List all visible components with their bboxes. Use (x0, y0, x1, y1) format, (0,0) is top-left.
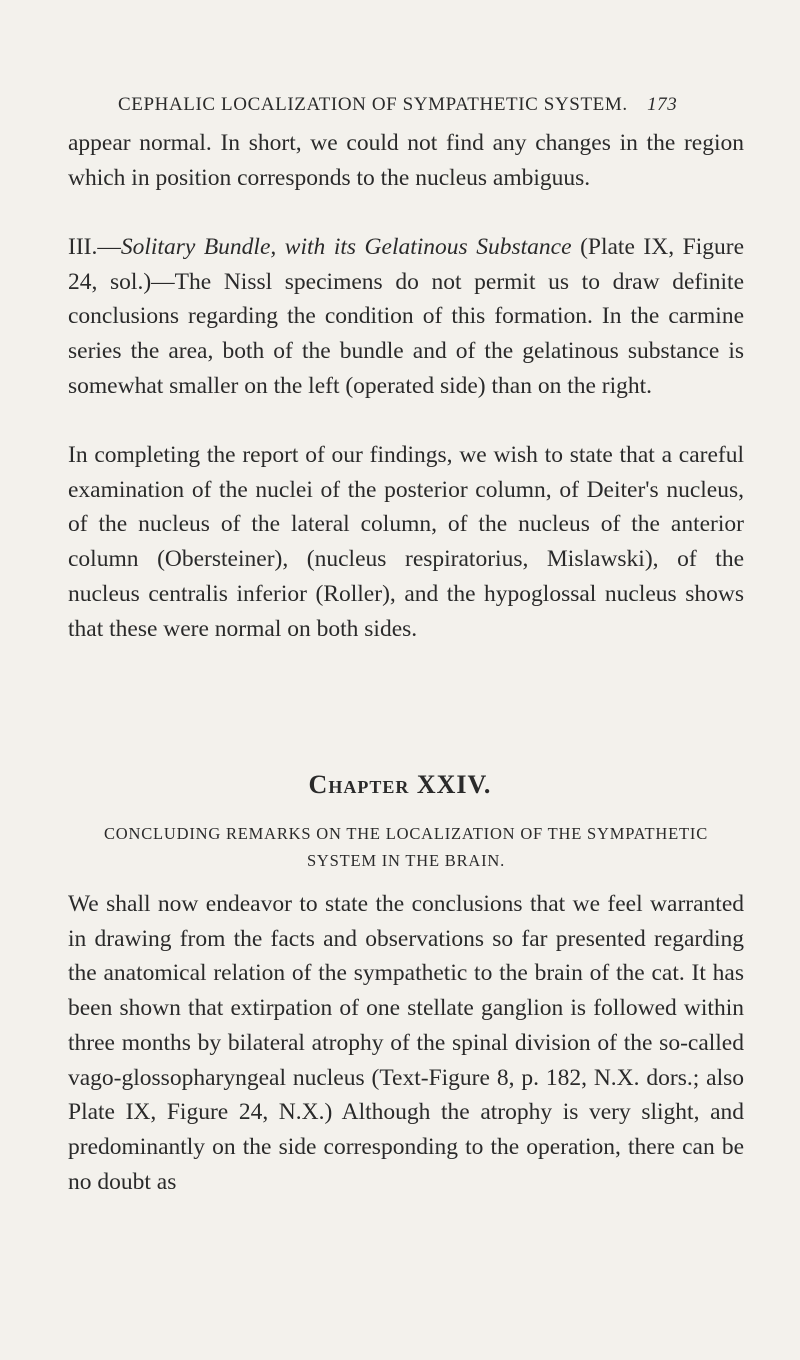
page-number: 173 (647, 94, 678, 115)
running-head-title: CEPHALIC LOCALIZATION OF SYMPATHETIC SYSTEM. (118, 94, 628, 115)
running-head (118, 94, 758, 116)
section-title-italic: Solitary Bundle, with its Gelatinous Substance (120, 234, 572, 260)
paragraph-solitary-bundle (68, 230, 744, 404)
paragraph-findings-report: In completing the report of our findings, we wish to state that a careful examination of the nuclei of the posterior column, of Deiter's nucleus, of the nucleus of the lateral column, of the nucleus of the anterior column (Obersteiner), (nucleus respiratorius, Mislawski), of the nucleus centralis inferior (Roller), and the hypoglossal nucleus shows that these were normal on both sides. (68, 442, 744, 642)
paragraph-solitary-bundle-text: (Plate IX, Figure 24, sol.)—The Nissl specimens do not permit us to draw definite conclusions regarding the condition of this formation. In the carmine series the area, both of the bundle and of the gelatinous substance is somewhat smaller on the left (operated side) than on the right. (68, 234, 744, 399)
paragraph-continuation: appear normal. In short, we could not find any changes in the region which in position corresponds to the nucleus ambiguus. (68, 130, 744, 191)
section-label: III.— (68, 234, 121, 260)
chapter-subtitle: CONCLUDING REMARKS ON THE LOCALIZATION OF THE SYMPATHETIC SYSTEM IN THE BRAIN. (103, 824, 709, 870)
chapter-heading: Chapter XXIV. (308, 770, 492, 799)
paragraph-conclusions: We shall now endeavor to state the conclusions that we feel warranted in drawing from the facts and observations so far presented regarding the anatomical relation of the sympathetic to the brain of the cat. It has been shown that extirpation of one stellate ganglion is followed within three months by bilateral atrophy of the spinal division of the so-called vago-glossopharyngeal nucleus (Text-Figure 8, p. 182, N.X. dors.; also Plate IX, Figure 24, N.X.) Although the atrophy is very slight, and predominantly on the side corresponding to the operation, there can be no doubt as (68, 891, 744, 1195)
